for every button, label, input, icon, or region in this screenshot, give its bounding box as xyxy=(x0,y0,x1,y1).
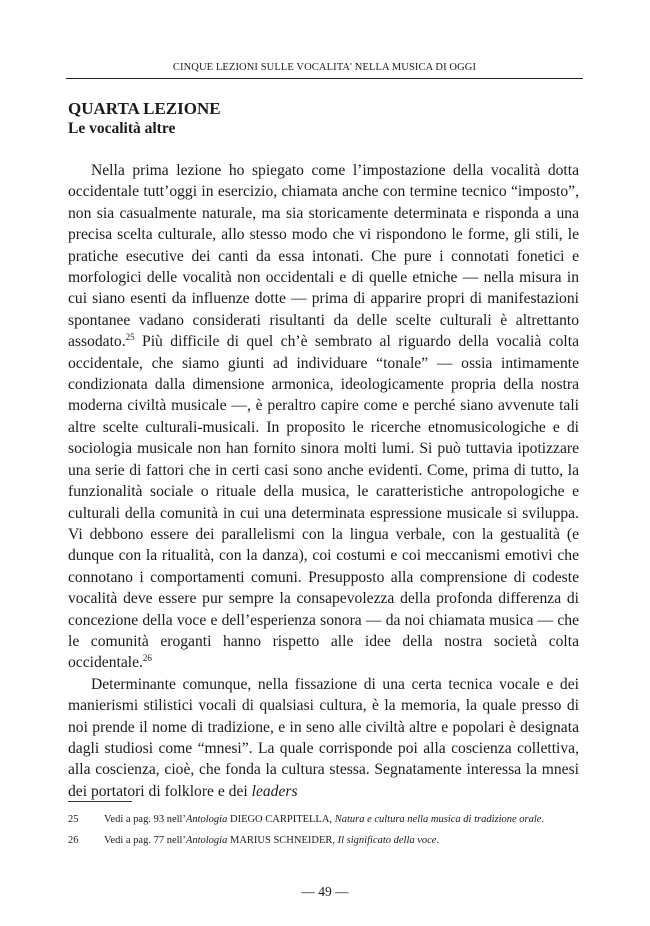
footnote-suffix: . xyxy=(541,814,545,825)
footnote-work: Il significato della voce xyxy=(337,834,437,846)
paragraph-2-text: Determinante comunque, nella fissazione di una certa tecnica vocale e dei manierismi stilistici vocali di qualsiasi cultura, è la memoria, la quale presso di noi prende il nome di tradizione, e in seno alle civiltà altre e popolari è designata dagli studiosi come “mnesi”. La quale corrisponde poi alla coscienza collettiva, alla coscienza, cioè, che fonda la cultura stessa. Segnatamente interessa la mnesi dei portatori di folklore e dei xyxy=(68,675,579,800)
footnote-26 xyxy=(68,833,579,849)
footnote-25 xyxy=(68,812,579,828)
paragraph-2-italic: leaders xyxy=(251,782,298,800)
footnote-number: 25 xyxy=(68,814,79,825)
footnotes xyxy=(68,812,579,853)
footnote-prefix: Vedi a pag. 77 nell’ xyxy=(104,834,186,846)
footnote-ref-26: 26 xyxy=(142,653,152,664)
chapter-title: QUARTA LEZIONE xyxy=(68,99,221,118)
footnote-suffix: . xyxy=(436,834,440,846)
footnote-ref-25: 25 xyxy=(125,332,135,343)
chapter-subtitle: Le vocalità altre xyxy=(68,120,176,137)
footnote-number: 26 xyxy=(68,834,79,846)
footnote-book: Antologia xyxy=(185,834,228,846)
footnote-book: Antologia xyxy=(185,814,228,825)
footnote-author: MARIUS SCHNEIDER, xyxy=(227,834,338,846)
footnote-author: DIEGO CARPITELLA, xyxy=(227,814,335,825)
paragraph-1-text-b: Più difficile di quel ch’è sembrato al riguardo della vocalià colta occidentale, che siamo giunti ad individuare “tonale” — ossia intimamente condizionata dalla dimensione armonica, ideologicamente propria della nostra moderna civiltà musicale —, è peraltro capire come e perché siano avvenute tali altre scelte culturali-musicali. In proposito le ricerche etnomusicologiche e di sociologia musicale non han fornito sinora molti lumi. Si può tuttavia ipotizzare una serie di fattori che in certi casi sono anche evidenti. Come, prima di tutto, la funzionalità sociale o rituale della musica, le caratteristiche antropologiche e culturali della comunità in cui una determinata espressione musicale si sviluppa. Vi debbono essere dei parallelismi con la lingua verbale, con la gestualità (e dunque con la ritualità, con la danza), coi costumi e coi meccanismi emotivi che connotano i comportamenti comuni. Presupposto alla comprensione di codeste vocalità deve essere pur sempre la consapevolezza della profonda differenza di concezione della voce e dell’esperienza sonora — da noi chiamata musica — che le comunità eroganti hanno rispetto alle idee della nostra società colta occidentale. xyxy=(68,333,579,672)
paragraph-2 xyxy=(68,674,579,802)
paragraph-1 xyxy=(68,160,579,674)
footnote-work: Natura e cultura nella musica di tradizione orale xyxy=(334,814,542,825)
body-text xyxy=(68,160,579,802)
header-rule xyxy=(66,78,583,79)
page-number: — 49 — xyxy=(301,884,349,899)
footnote-prefix: Vedi a pag. 93 nell’ xyxy=(104,814,186,825)
paragraph-1-text-a: Nella prima lezione ho spiegato come l’impostazione della vocalità dotta occidentale tutt’oggi in esercizio, chiamata anche con termine tecnico “imposto”, non sia casualmente naturale, ma sia storicamente determinata e risponda a una precisa scelta culturale, allo stesso modo che vi rispondono le forme, gli stili, le pratiche esecutive dei canti da essa intonati. Che pure i connotati fonetici e morfologici delle vocalità non occidentali e di quelle etniche — nella misura in cui siano esenti da influenze dotte — prima di apparire propri di manifestazioni spontanee vadano considerati risultanti da delle scelte culturali è altrettanto assodato. xyxy=(68,162,579,351)
running-head: CINQUE LEZIONI SULLE VOCALITA' NELLA MUSICA DI OGGI xyxy=(172,62,477,73)
footnote-rule xyxy=(68,801,132,802)
